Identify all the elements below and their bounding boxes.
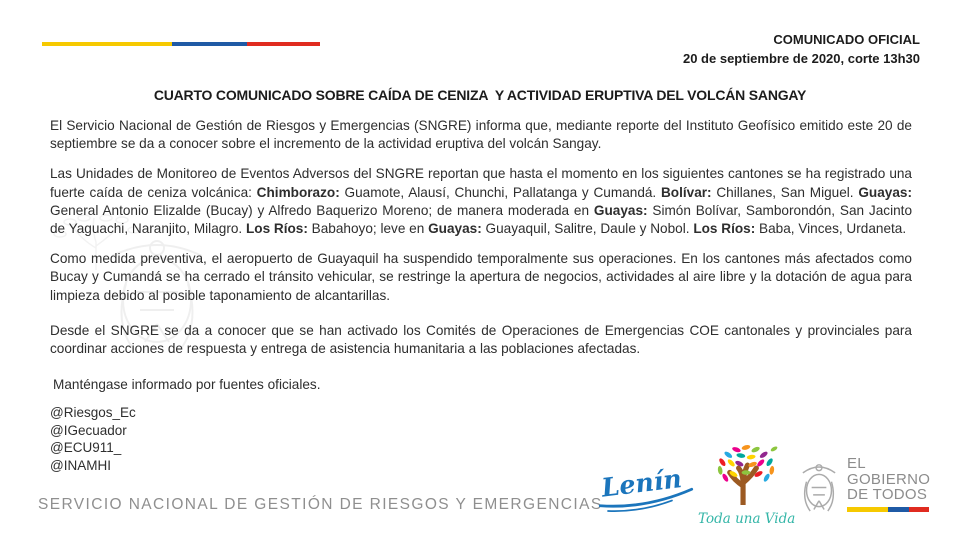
social-handle-inamhi: @INAMHI — [50, 457, 111, 473]
gobierno-de-todos-logo — [797, 456, 930, 520]
ecuador-coat-of-arms-icon — [797, 458, 841, 520]
flag-blue-segment — [172, 42, 247, 46]
toda-una-vida-label: Toda una Vida — [698, 511, 796, 527]
lenin-signature-text: Lenín — [599, 463, 684, 503]
date-line: 20 de septiembre de 2020, corte 13h30 — [682, 51, 920, 66]
gobierno-line-gobierno: GOBIERNO — [847, 470, 931, 488]
paragraph-intro: El Servicio Nacional de Gestión de Riesgos y Emergencias (SNGRE) informa que, mediante reporte del Instituto Geofísico emitido este 20 de septiembre se da a conocer sobre el incremento de la actividad eruptiva del volcán Sangay. — [50, 118, 912, 152]
info-notice: Manténgase informado por fuentes oficiales. — [53, 377, 321, 393]
document-body — [50, 117, 912, 474]
lenin-signature-logo — [593, 458, 698, 516]
flag-yellow-segment — [42, 42, 172, 46]
gobierno-line-de-todos: DE TODOS — [847, 486, 928, 503]
gobierno-bar-yellow — [847, 507, 888, 512]
toda-una-vida-logo — [698, 443, 796, 535]
gobierno-bar-red — [909, 507, 929, 512]
social-handle-igecuador: @IGecuador — [50, 422, 127, 438]
social-handle-riesgos: @Riesgos_Ec — [50, 405, 136, 421]
gobierno-line-el: EL — [847, 455, 866, 472]
toda-una-vida-tree-icon — [709, 443, 783, 505]
paragraph-preventive-measures: Como medida preventiva, el aeropuerto de Guayaquil ha suspendido temporalmente sus operaciones. En los cantones más afectados como Bucay y Cumandá se ha cerrado el tránsito vehicular, se restringe la apertura de negocios, actividades al aire libre y la dotación de agua para limpieza debido al posible taponamiento de alcantarillas. — [50, 251, 912, 303]
ecuador-flag-line — [42, 42, 320, 46]
gobierno-tricolor-bar — [847, 507, 929, 512]
page-title: CUARTO COMUNICADO SOBRE CAÍDA DE CENIZA Y ACTIVIDAD ERUPTIVA DEL VOLCÁN SANGAY — [153, 87, 807, 103]
paragraph-ashfall-cantons: Las Unidades de Monitoreo de Eventos Adversos del SNGRE reportan que hasta el momento en los siguientes cantones se ha registrado una fuerte caída de ceniza volcánica: Chimborazo: Guamote, Alausí, Chunchi, Pallatanga y Cumandá. Bolívar: Chillanes, San Miguel. Guayas: General Antonio Elizalde (Bucay) y Alfredo Baquerizo Moreno; de manera moderada en Guayas: Simón Bolívar, Samborondón, San Jacinto de Yaguachi, Naranjito, Milagro. Los Ríos: Babahoyo; leve en Guayas: Guayaquil, Salitre, Daule y Nobol. Los Ríos: Baba, Vinces, Urdaneta. — [50, 166, 913, 237]
document-header — [683, 30, 920, 68]
flag-red-segment — [247, 42, 320, 46]
official-communique-label: COMUNICADO OFICIAL — [773, 32, 920, 47]
social-handle-ecu911: @ECU911_ — [50, 440, 122, 456]
paragraph-coe-activation: Desde el SNGRE se da a conocer que se han activado los Comités de Operaciones de Emergencias COE cantonales y provinciales para coordinar acciones de respuesta y entrega de asistencia humanitaria a las poblaciones afectadas. — [50, 322, 912, 357]
gobierno-text-block — [847, 456, 930, 512]
agency-wordmark: SERVICIO NACIONAL DE GESTIÓN DE RIESGOS Y EMERGENCIAS — [38, 496, 603, 513]
gobierno-bar-blue — [888, 507, 909, 512]
